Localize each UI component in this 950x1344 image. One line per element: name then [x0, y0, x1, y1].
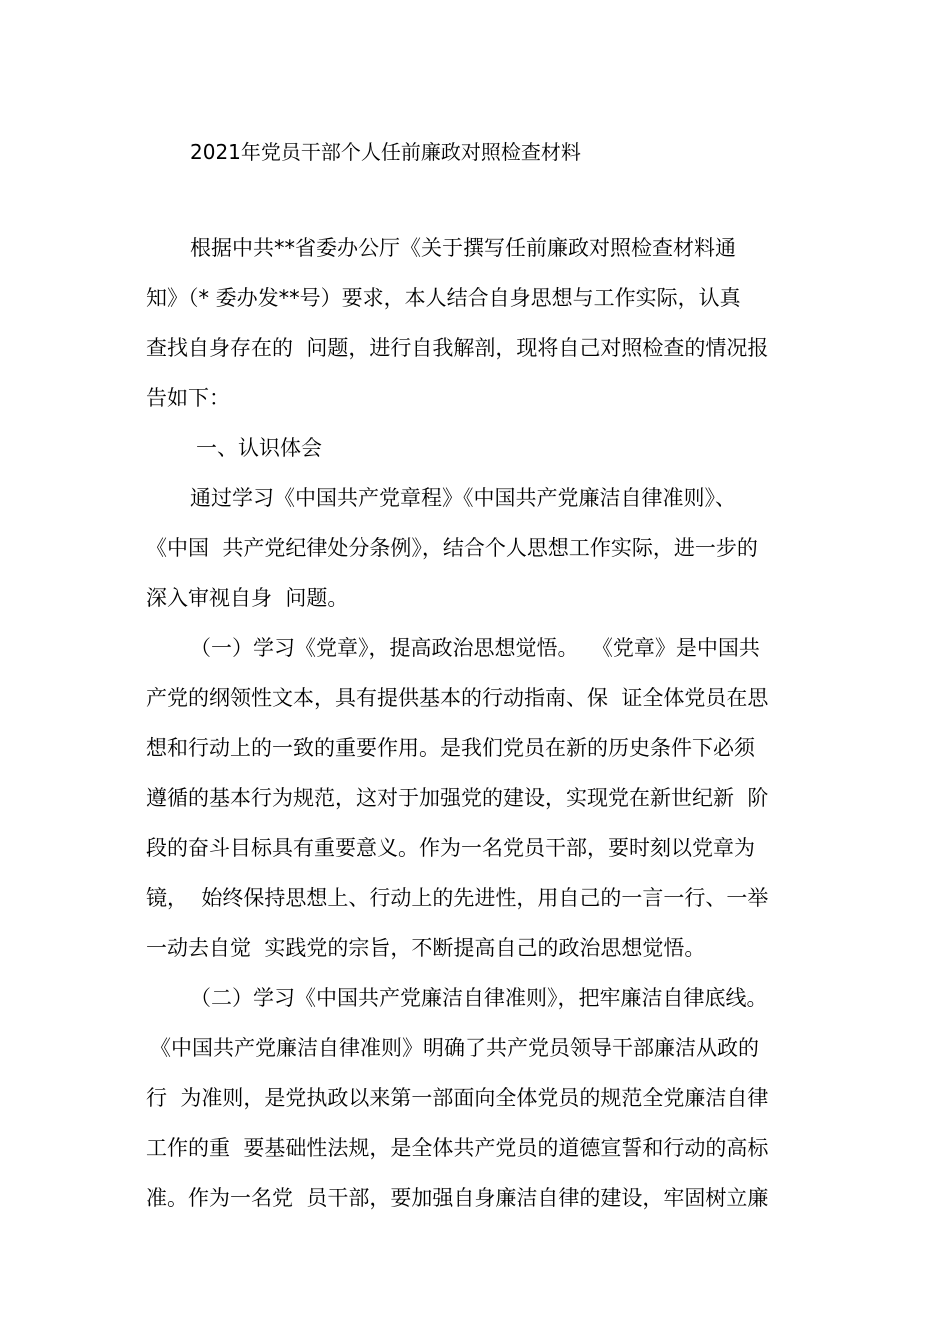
body-line: 段的奋斗目标具有重要意义。作为一名党员干部，要时刻以党章为 — [146, 836, 755, 860]
body-line: （一）学习《党章》，提高政治思想觉悟。 《党章》是中国共 — [190, 636, 760, 660]
body-line: （二）学习《中国共产党廉洁自律准则》，把牢廉洁自律底线。 — [190, 986, 768, 1010]
body-line: 一动去自觉 实践党的宗旨，不断提高自己的政治思想觉悟。 — [146, 936, 706, 960]
body-line: 查找自身存在的 问题，进行自我解剖，现将自己对照检查的情况报 — [146, 336, 769, 360]
body-line: 知》（* 委办发**号）要求，本人结合自身思想与工作实际，认真 — [146, 286, 741, 310]
body-line: 准。作为一名党 员干部，要加强自身廉洁自律的建设，牢固树立廉 — [146, 1186, 769, 1210]
body-line: 告如下： — [146, 386, 230, 410]
body-line: 深入审视自身 问题。 — [146, 586, 349, 610]
body-line: 想和行动上的一致的重要作用。是我们党员在新的历史条件下必须 — [146, 736, 755, 760]
body-line: 镜， 始终保持思想上、行动上的先进性，用自己的一言一行、一举 — [146, 886, 769, 910]
body-line: 产党的纲领性文本，具有提供基本的行动指南、保 证全体党员在思 — [146, 686, 769, 710]
document-title: 2021年党员干部个人任前廉政对照检查材料 — [190, 140, 581, 164]
body-line: 行 为准则，是党执政以来第一部面向全体党员的规范全党廉洁自律 — [146, 1086, 769, 1110]
section-heading: 一、认识体会 — [196, 436, 322, 460]
body-line: 遵循的基本行为规范，这对于加强党的建设，实现党在新世纪新 阶 — [146, 786, 769, 810]
body-line: 《中国 共产党纪律处分条例》，结合个人思想工作实际，进一步的 — [146, 536, 758, 560]
body-line: 根据中共**省委办公厅《关于撰写任前廉政对照检查材料通 — [190, 236, 736, 260]
body-line: 通过学习《中国共产党章程》《中国共产党廉洁自律准则》、 — [190, 486, 736, 510]
body-line: 《中国共产党廉洁自律准则》明确了共产党员领导干部廉洁从政的 — [150, 1036, 759, 1060]
body-line: 工作的重 要基础性法规，是全体共产党员的道德宣誓和行动的高标 — [146, 1136, 769, 1160]
